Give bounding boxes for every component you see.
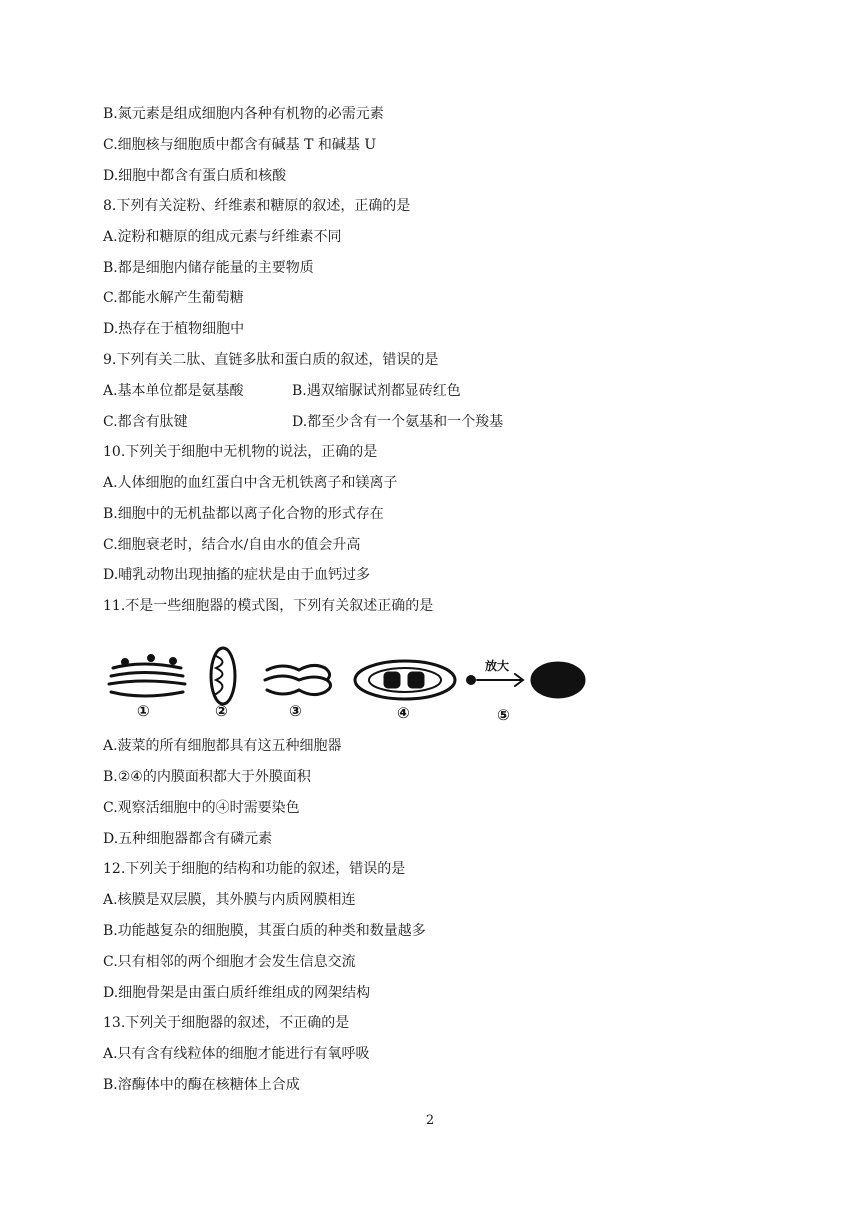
figure-label: ⑤ (497, 706, 510, 724)
mitochondrion-diagram (211, 648, 235, 704)
question-11: 11.不是一些细胞器的模式图，下列有关叙述正确的是 (103, 598, 434, 614)
text-line: D.细胞中都含有蛋白质和核酸 (103, 168, 287, 184)
text-line: C.观察活细胞中的④时需要染色 (103, 800, 300, 816)
figure-label: ② (215, 702, 228, 720)
text-line: B.都是细胞内储存能量的主要物质 (103, 260, 314, 276)
golgi-apparatus-diagram (109, 656, 185, 697)
text-line: D.细胞骨架是由蛋白质纤维组成的网架结构 (103, 985, 371, 1001)
text-line: C.只有相邻的两个细胞才会发生信息交流 (103, 954, 356, 970)
question-10: 10.下列关于细胞中无机物的说法，正确的是 (103, 444, 378, 460)
text-line: A.菠菜的所有细胞都具有这五种细胞器 (103, 738, 342, 754)
text-line: A.淀粉和糖原的组成元素与纤维素不同 (103, 229, 342, 245)
question-8: 8.下列有关淀粉、纤维素和糖原的叙述，正确的是 (103, 198, 411, 214)
text-line: A.人体细胞的血红蛋白中含无机铁离子和镁离子 (103, 475, 398, 491)
page-number: 2 (425, 1113, 435, 1128)
text-line: C.细胞衰老时，结合水/自由水的值会升高 (103, 537, 361, 553)
endoplasmic-reticulum-diagram (265, 665, 331, 694)
q9-option-b: B.遇双缩脲试剂都显砖红色 (292, 383, 461, 399)
text-line: D.五种细胞器都含有磷元素 (103, 831, 273, 847)
text-line: A.核膜是双层膜，其外膜与内质网膜相连 (103, 892, 356, 908)
figure-label: ④ (397, 704, 410, 722)
question-13: 13.下列关于细胞器的叙述，不正确的是 (103, 1015, 350, 1031)
text-line: B.细胞中的无机盐都以离子化合物的形式存在 (103, 506, 384, 522)
figure-label: ① (137, 702, 150, 720)
text-line: B.氮元素是组成细胞内各种有机物的必需元素 (103, 106, 384, 122)
chloroplast-diagram (355, 661, 455, 699)
text-line: D.哺乳动物出现抽搐的症状是由于血钙过多 (103, 567, 371, 583)
text-line: D.热存在于植物细胞中 (103, 321, 245, 337)
q9-option-d: D.都至少含有一个氨基和一个羧基 (292, 414, 504, 430)
q9-option-c: C.都含有肽键 (103, 414, 188, 430)
organelle-figure (103, 634, 593, 724)
question-12: 12.下列关于细胞的结构和功能的叙述，错误的是 (103, 861, 406, 877)
text-line: B.功能越复杂的细胞膜，其蛋白质的种类和数量越多 (103, 923, 426, 939)
q9-option-a: A.基本单位都是氨基酸 (103, 383, 244, 399)
text-line: C.都能水解产生葡萄糖 (103, 290, 244, 306)
question-9: 9.下列有关二肽、直链多肽和蛋白质的叙述，错误的是 (103, 352, 439, 368)
text-line: B.②④的内膜面积都大于外膜面积 (103, 769, 311, 785)
magnify-label: 放大 (485, 659, 510, 673)
text-line: A.只有含有线粒体的细胞才能进行有氧呼吸 (103, 1046, 370, 1062)
text-line: B.溶酶体中的酶在核糖体上合成 (103, 1077, 300, 1093)
text-line: C.细胞核与细胞质中都含有碱基 T 和碱基 U (103, 137, 377, 153)
figure-label: ③ (289, 702, 302, 720)
